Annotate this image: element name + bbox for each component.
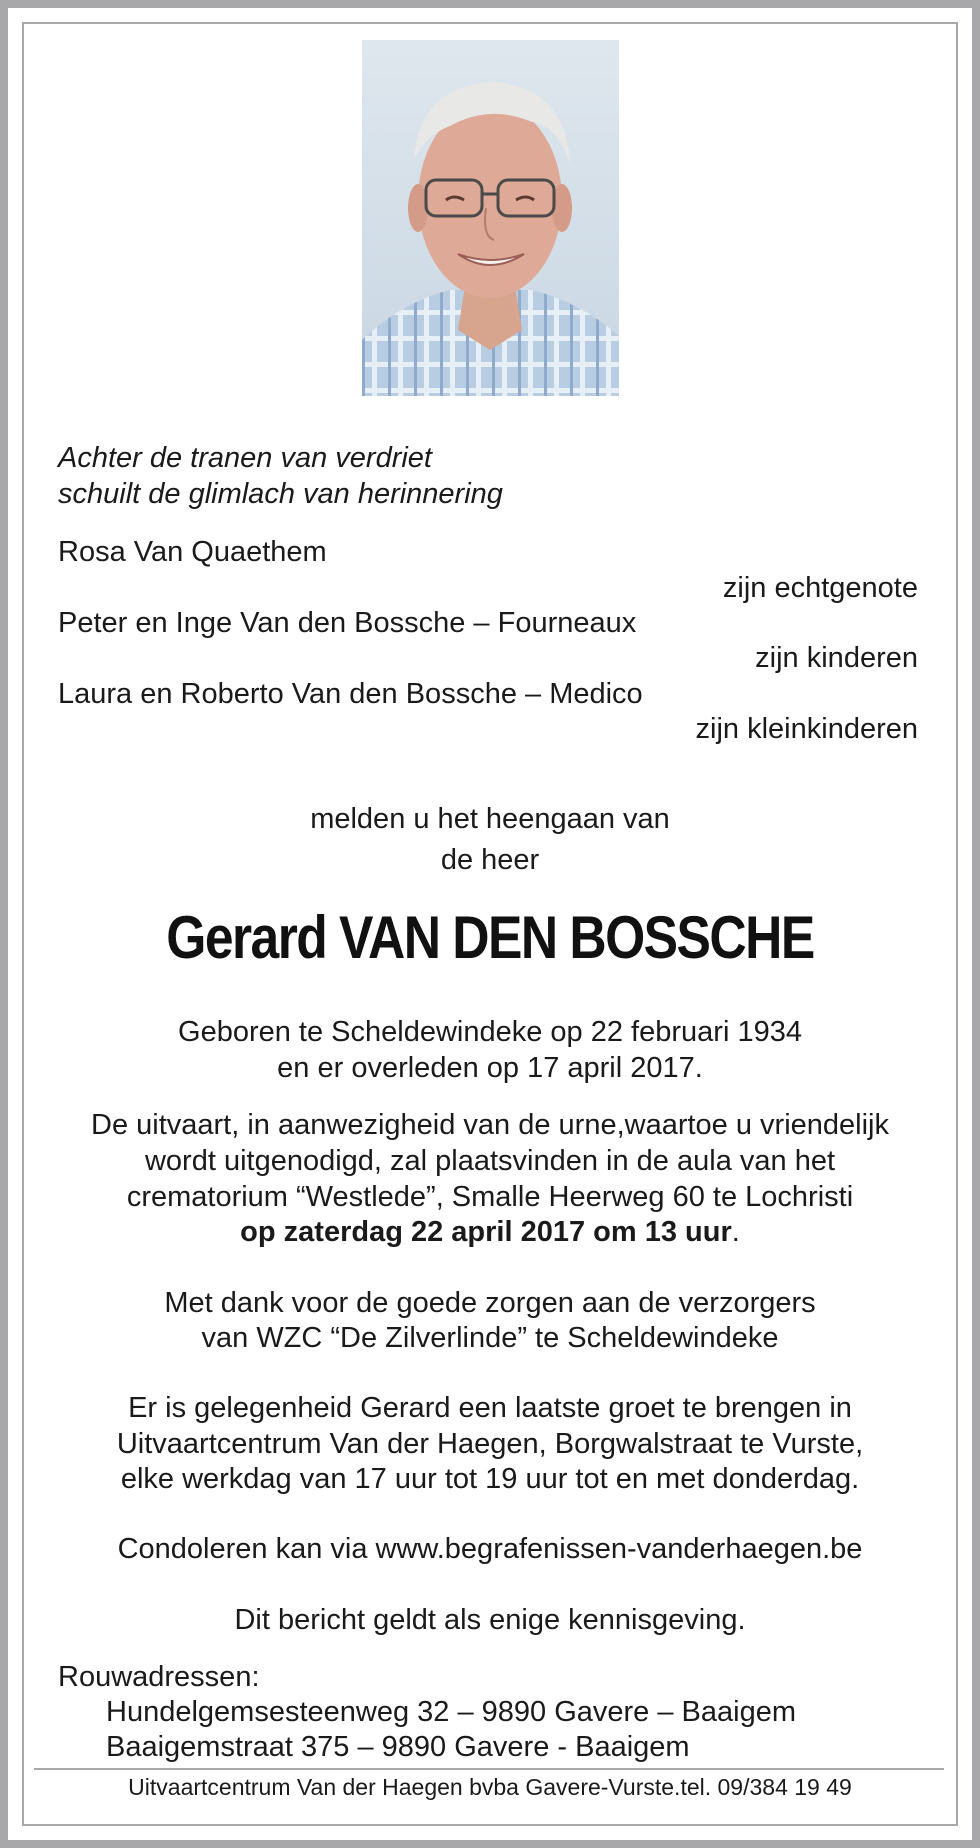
address-1: Hundelgemsesteenweg 32 – 9890 Gavere – Baaigem — [106, 1696, 797, 1728]
birth-line-1: Geboren te Scheldewindeke op 22 februari 1934 — [178, 1016, 802, 1048]
children-relation: zijn kinderen — [755, 642, 918, 674]
thanks-line-1: Met dank voor de goede zorgen aan de verzorgers — [164, 1287, 816, 1319]
grandchildren-relation: zijn kleinkinderen — [695, 713, 918, 745]
verse-line-1: Achter de tranen van verdriet — [58, 442, 432, 474]
announce-line-1: melden u het heengaan van — [310, 803, 670, 835]
thanks-line-2: van WZC “De Zilverlinde” te Scheldewindeke — [201, 1322, 779, 1354]
funeral-line-2: wordt uitgenodigd, zal plaatsvinden in de aula van het — [144, 1145, 836, 1177]
visit-line-2: Uitvaartcentrum Van der Haegen, Borgwalstraat te Vurste, — [116, 1428, 864, 1460]
spouse-name: Rosa Van Quaethem — [58, 536, 327, 568]
address-2: Baaigemstraat 375 – 9890 Gavere - Baaigem — [106, 1731, 690, 1763]
footer-divider — [34, 1768, 944, 1770]
visit-line-1: Er is gelegenheid Gerard een laatste groet te brengen in — [128, 1392, 852, 1424]
grandchildren-name: Laura en Roberto Van den Bossche – Medico — [58, 678, 643, 710]
deceased-name: Gerard VAN DEN BOSSCHE — [166, 904, 814, 971]
addresses-heading: Rouwadressen: — [58, 1661, 260, 1693]
children-name: Peter en Inge Van den Bossche – Fourneaux — [58, 607, 637, 639]
funeral-line-1: De uitvaart, in aanwezigheid van de urne,waartoe u vriendelijk — [91, 1109, 889, 1141]
funeral-date-bold: op zaterdag 22 april 2017 om 13 uur — [240, 1216, 732, 1248]
portrait-photo — [362, 40, 619, 396]
verse-line-2: schuilt de glimlach van herinnering — [58, 478, 503, 510]
announce-line-2: de heer — [440, 844, 540, 876]
birth-line-2: en er overleden op 17 april 2017. — [277, 1052, 703, 1084]
spouse-relation: zijn echtgenote — [722, 572, 918, 604]
funeral-line-3: crematorium “Westlede”, Smalle Heerweg 60 te Lochristi — [126, 1181, 854, 1213]
funeral-date — [0, 1214, 980, 1250]
condolence-link[interactable]: Condoleren kan via www.begrafenissen-vanderhaegen.be — [117, 1533, 863, 1565]
footer-text: Uitvaartcentrum Van der Haegen bvba Gavere-Vurste.tel. 09/384 19 49 — [128, 1774, 852, 1800]
visit-line-3: elke werkdag van 17 uur tot 19 uur tot en met donderdag. — [120, 1463, 860, 1495]
portrait-image — [362, 40, 619, 396]
notice-text: Dit bericht geldt als enige kennisgeving. — [234, 1604, 746, 1636]
funeral-date-suffix: . — [731, 1216, 740, 1248]
